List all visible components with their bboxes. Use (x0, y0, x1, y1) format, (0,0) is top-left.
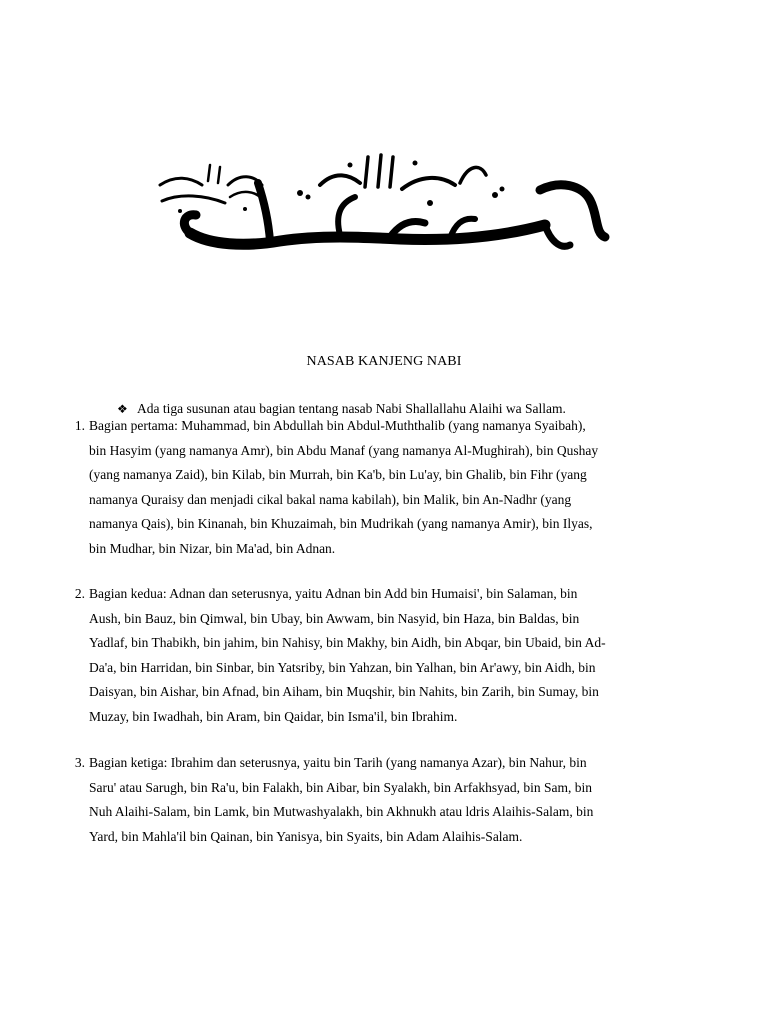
list-item-line: bin Mudhar, bin Nizar, bin Ma'ad, bin Adnan. (89, 540, 336, 556)
list-item-line: Da'a, bin Harridan, bin Sinbar, bin Yatsriby, bin Yahzan, bin Yalhan, bin Ar'awy, bin Aidh, bin (89, 659, 596, 675)
list-item-line: Yard, bin Mahla'il bin Qainan, bin Yanisya, bin Syaits, bin Adam Alaihis-Salam. (89, 828, 523, 844)
list-item-line: Saru' atau Sarugh, bin Ra'u, bin Falakh, bin Aibar, bin Syalakh, bin Arfakhsyad, bin Sam, bin (89, 779, 593, 795)
list-item-line: Daisyan, bin Aishar, bin Afnad, bin Aiham, bin Muqshir, bin Nahits, bin Zarih, bin Sumay, bin (89, 684, 599, 699)
diamond-bullet-icon: ❖ (117, 402, 128, 416)
list-item-line: Bagian ketiga: Ibrahim dan seterusnya, yaitu bin Tarih (yang namanya Azar), bin Nahur, bin (89, 755, 587, 770)
list-item-line: namanya Qais), bin Kinanah, bin Khuzaimah, bin Mudrikah (yang namanya Amir), bin Ilyas, (89, 516, 593, 531)
list-item-line: Nuh Alaihi-Salam, bin Lamk, bin Mutwashyalakh, bin Akhnukh atau ldris Alaihis-Salam, bin (89, 804, 594, 819)
list-item-line: Yadlaf, bin Thabikh, bin jahim, bin Nahisy, bin Makhy, bin Aidh, bin Abqar, bin Ubaid, bin Ad- (89, 635, 606, 650)
list-item-2 (74, 582, 679, 729)
list-item-line: Bagian pertama: Muhammad, bin Abdullah bin Abdul-Muththalib (yang namanya Syaibah), (89, 418, 586, 433)
list-item-3 (74, 751, 679, 849)
page-title: NASAB KANJENG NABI (306, 354, 462, 370)
list-item-line: Muzay, bin Iwadhah, bin Aram, bin Qaidar, bin Isma'il, bin Ibrahim. (89, 708, 458, 724)
intro-text: Ada tiga susunan atau bagian tentang nasab Nabi Shallallahu Alaihi wa Sallam. (137, 401, 566, 416)
list-item-line: bin Hasyim (yang namanya Amr), bin Abdu Manaf (yang namanya Al-Mughirah), bin Qushay (89, 442, 599, 458)
list-item-1 (74, 414, 679, 561)
list-item-number: 1. (74, 418, 85, 433)
list-item-line: Aush, bin Bauz, bin Qimwal, bin Ubay, bin Awwam, bin Nasyid, bin Haza, bin Baldas, bin (89, 610, 580, 626)
list-item-number: 2. (74, 586, 85, 601)
arabic-calligraphy-icon (150, 145, 615, 260)
list-item-line: namanya Quraisy dan menjadi cikal bakal nama kabilah), bin Malik, bin An-Nadhr (yang (89, 491, 572, 507)
list-item-number: 3. (74, 755, 85, 770)
list-item-line: Bagian kedua: Adnan dan seterusnya, yaitu Adnan bin Add bin Humaisi', bin Salaman, bin (89, 586, 578, 601)
list-item-line: (yang namanya Zaid), bin Kilab, bin Murrah, bin Ka'b, bin Lu'ay, bin Ghalib, bin Fihr (yang (89, 467, 587, 482)
